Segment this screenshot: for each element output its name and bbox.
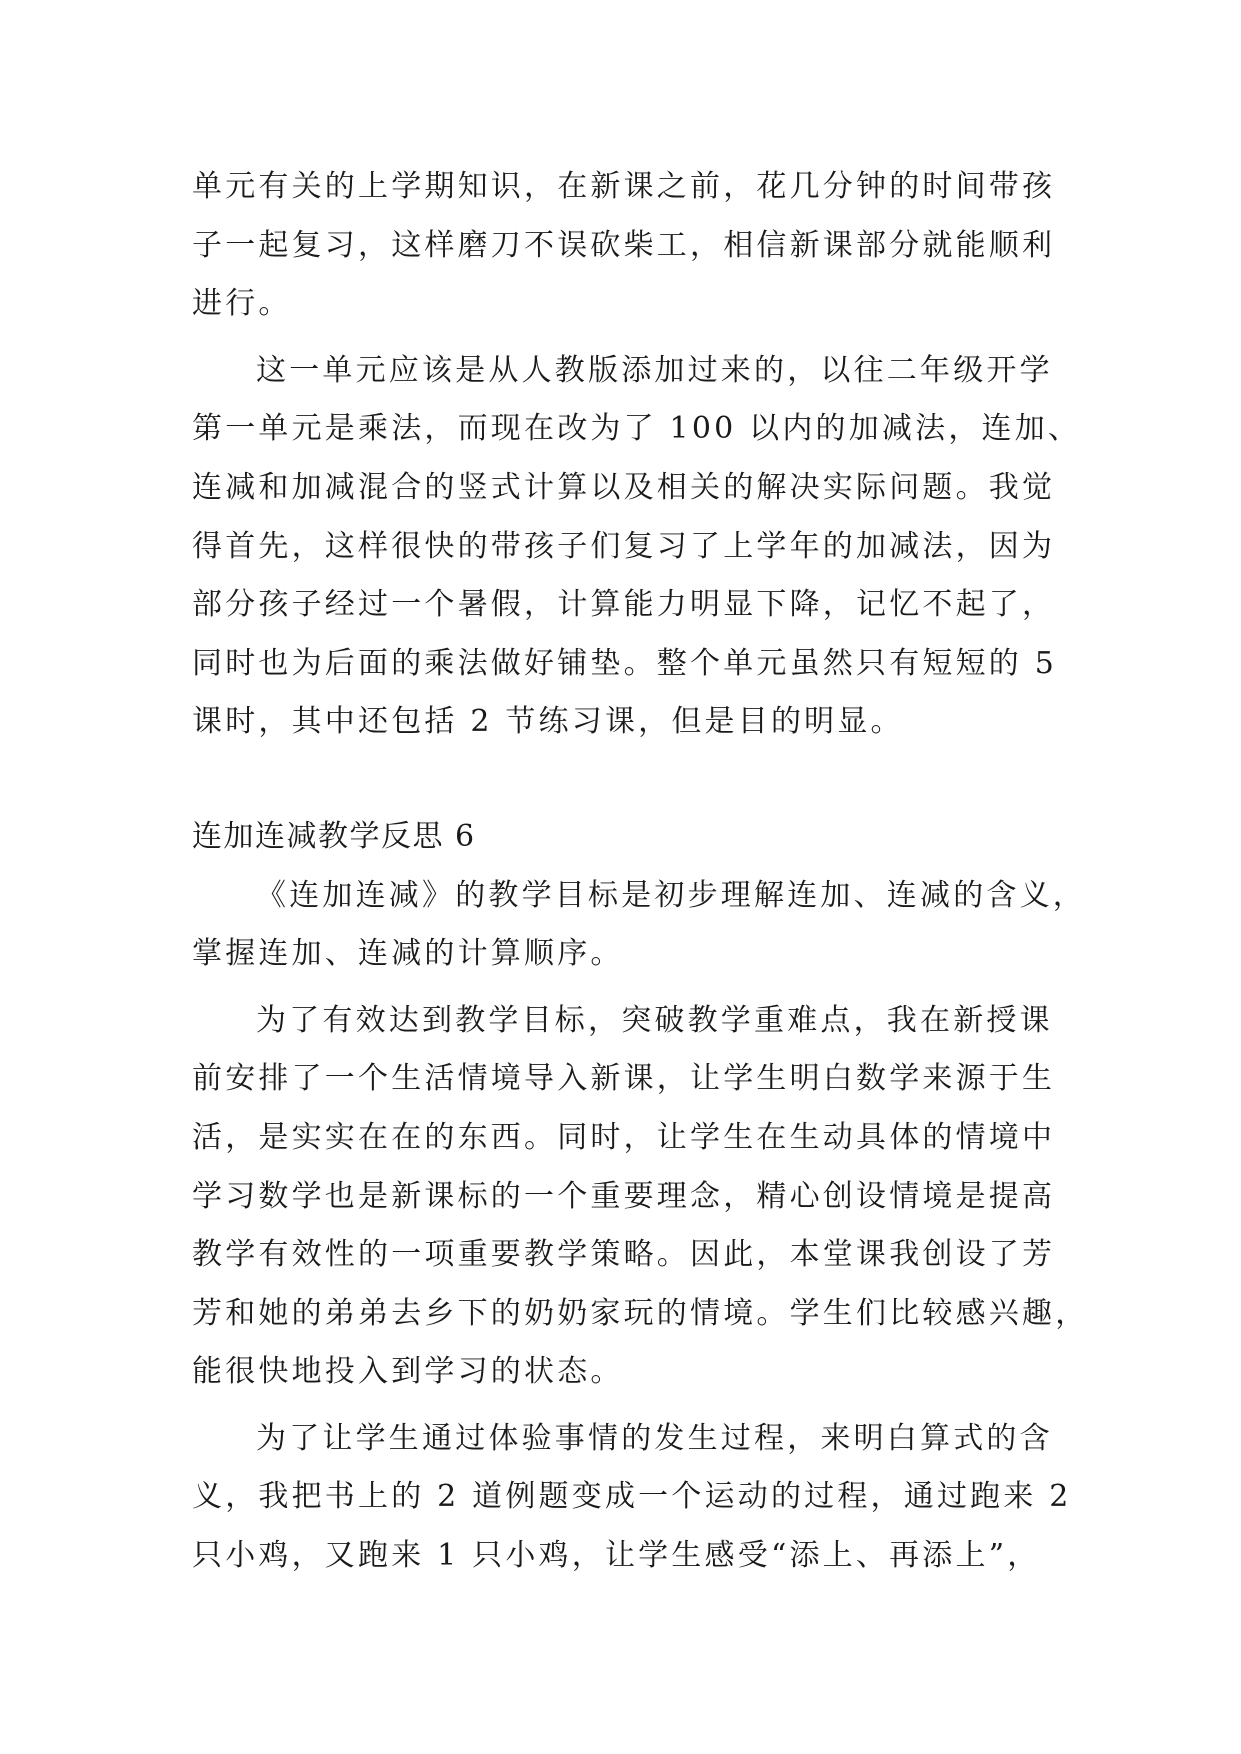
text-line: 能很快地投入到学习的状态。 [192,1354,624,1390]
paragraph-unit-overview [192,342,1082,752]
paragraph-situation-design [192,992,1089,1402]
text-line: 为了有效达到教学目标，突破教学重难点，我在新授课 [256,1002,1053,1038]
text-line: 这一单元应该是从人教版添加过来的，以往二年级开学 [256,352,1053,388]
text-line: 课时，其中还包括 2 节练习课，但是目的明显。 [192,704,904,740]
paragraph-experience-process [192,1410,1072,1586]
text-line: 得首先，这样很快的带孩子们复习了上学年的加减法，因为 [192,528,1056,564]
text-line: 芳和她的弟弟去乡下的奶奶家玩的情境。学生们比较感兴趣， [192,1295,1089,1331]
text-line: 子一起复习，这样磨刀不误砍柴工，相信新课部分就能顺利 [192,227,1056,263]
text-line: 连减和加减混合的竖式计算以及相关的解决实际问题。我觉 [192,469,1056,505]
text-line: 为了让学生通过体验事情的发生过程，来明白算式的含 [256,1420,1053,1456]
text-line: 只小鸡，又跑来 1 只小鸡，让学生感受“添上、再添上”， [192,1538,1041,1574]
text-line: 同时也为后面的乘法做好铺垫。整个单元虽然只有短短的 5 [192,645,1058,681]
text-line: 第一单元是乘法，而现在改为了 100 以内的加减法，连加、 [192,411,1082,447]
text-line: 部分孩子经过一个暑假，计算能力明显下降，记忆不起了， [192,587,1056,623]
text-line: 义，我把书上的 2 道例题变成一个运动的过程，通过跑来 2 [192,1479,1072,1515]
text-line: 活，是实实在在的东西。同时，让学生在生动具体的情境中 [192,1119,1056,1155]
text-line: 学习数学也是新课标的一个重要理念，精心创设情境是提高 [192,1178,1056,1214]
text-line: 掌握连加、连减的计算顺序。 [192,936,624,972]
text-line: 单元有关的上学期知识，在新课之前，花几分钟的时间带孩 [192,169,1056,204]
text-line: 教学有效性的一项重要教学策略。因此，本堂课我创设了芳 [192,1237,1056,1273]
text-line: 进行。 [192,286,292,322]
text-line: 《连加连减》的教学目标是初步理解连加、连减的含义， [256,877,1086,913]
paragraph-teaching-goal [192,867,1086,984]
document-body [192,158,1089,1586]
paragraph-continued [192,158,1072,334]
text-line: 前安排了一个生活情境导入新课，让学生明白数学来源于生 [192,1061,1056,1097]
section-heading: 连加连减教学反思 6 [192,818,476,854]
